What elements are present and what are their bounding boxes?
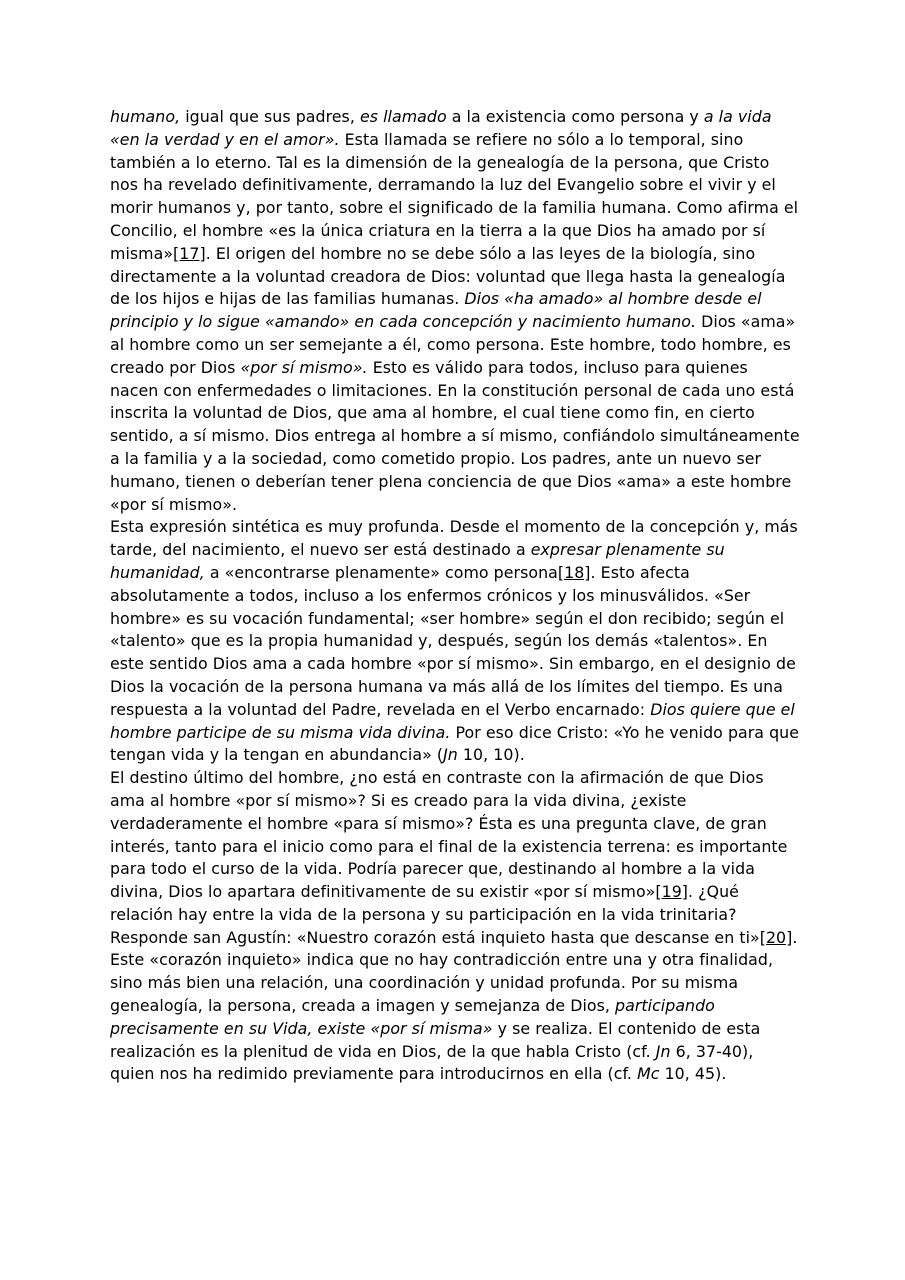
footnote-link-18[interactable]: [18] — [557, 562, 591, 582]
text-run: igual que sus padres, — [180, 107, 360, 126]
text-run: Mc — [637, 1064, 660, 1084]
text-run: a la existencia como persona y — [446, 107, 704, 126]
footnote-link-19[interactable]: [19] — [655, 882, 689, 902]
text-run: . El origen del hombre no se debe sólo a las leyes de la biología, sino directamente a la voluntad creadora de Dios: voluntad que llega hasta la genealogía de los hijos e hijas de las familias humanas. — [110, 243, 786, 309]
text-run: 10, 10). — [457, 745, 525, 765]
text-run: participando precisamente en su Vida, existe «por sí misma» — [110, 996, 715, 1038]
paragraph-1 — [110, 106, 800, 516]
text-run: Esta llamada se refiere no sólo a lo temporal, sino también a lo eterno. Tal es la dimensión de la genealogía de la persona, que Cristo nos ha revelado definitivamente, derramando la luz del Evangelio sobre el vivir y el morir humanos y, por tanto, sobre el significado de la familia humana. Como afirma el Concilio, el hombre «es la única criatura en la tierra a la que Dios ha amado por sí misma» — [110, 129, 799, 263]
text-run: Dios «ha amado» al hombre desde el principio y lo sigue «amando» en cada concepción y nacimiento humano. — [110, 289, 762, 332]
footnote-link-20[interactable]: [20] — [759, 927, 793, 947]
text-run: y se realiza. El contenido de esta realización es la plenitud de vida en Dios, de la que habla Cristo (cf. — [110, 1018, 761, 1061]
text-run: . Esto afecta absolutamente a todos, incluso a los enfermos crónicos y los minusválidos. «Ser hombre» es su vocación fundamental; «ser hombre» según el don recibido; según el «talento» que es la propia humanidad y, después, según los demás «talentos». En este sentido Dios ama a cada hombre «por sí mismo». Sin embargo, en el designio de Dios la vocación de la persona humana va más allá de los límites del tiempo. Es una respuesta a la voluntad del Padre, revelada en el Verbo encarnado: — [110, 562, 796, 719]
text-run: humano, — [110, 107, 181, 126]
text-run: 6, 37-40), quien nos ha redimido previamente para introducirnos en ella (cf. — [110, 1041, 754, 1084]
text-run: es llamado — [359, 107, 447, 126]
text-run: El destino último del hombre, ¿no está en contraste con la afirmación de que Dios ama al hombre «por sí mismo»? Si es creado para la vida divina, ¿existe verdaderamente el hombre «para sí mismo»? Ésta es una pregunta clave, de gran interés, tanto para el inicio como para el final de la existencia terrena: es importante para todo el curso de la vida. Podría parecer que, destinando al hombre a la vida divina, Dios lo apartara definitivamente de su existir «por sí mismo» — [110, 768, 788, 902]
text-run: expresar plenamente su humanidad, — [110, 540, 725, 582]
text-run: Esto es válido para todos, incluso para quienes nacen con enfermedades o limitaciones. En la constitución personal de cada uno está inscrita la voluntad de Dios, que ama al hombre, el cual tiene como fin, en cierto sentido, a sí mismo. Dios entrega al hombre a sí mismo, confiándolo simultáneamente a la familia y a la sociedad, como cometido propio. Los padres, ante un nuevo ser humano, tienen o deberían tener plena conciencia de que Dios «ama» a este hombre «por sí mismo». — [110, 357, 800, 514]
text-run: Dios «ama» al hombre como un ser semejante a él, como persona. Este hombre, todo hombre, es creado por Dios — [110, 312, 796, 377]
text-run: a la vida «en la verdad y en el amor». — [110, 107, 772, 149]
document-page — [110, 106, 800, 1086]
paragraph-3 — [110, 767, 800, 1086]
footnote-link-17[interactable]: [17] — [173, 243, 206, 263]
text-run: Jn — [655, 1041, 671, 1061]
text-run: . Este «corazón inquieto» indica que no hay contradicción entre una y otra finalidad, sino más bien una relación, una coordinación y unidad profunda. Por su misma genealogía, la persona, creada a imagen y semejanza de Dios, — [110, 927, 798, 1016]
text-run: 10, 45). — [659, 1064, 727, 1084]
text-run: Esta expresión sintética es muy profunda. Desde el momento de la concepción y, más tarde, del nacimiento, el nuevo ser está destinado a — [110, 517, 798, 560]
text-run: Por eso dice Cristo: «Yo he venido para que tengan vida y la tengan en abundancia» ( — [110, 722, 800, 765]
paragraph-2 — [110, 516, 800, 767]
text-run: «por sí mismo». — [240, 357, 368, 377]
text-run: . ¿Qué relación hay entre la vida de la persona y su participación en la vida trinitaria? Responde san Agustín: «Nuestro corazón está inquieto hasta que descanse en ti» — [110, 882, 760, 947]
text-run: Dios quiere que el hombre participe de su misma vida divina. — [110, 699, 795, 742]
text-run: a «encontrarse plenamente» como persona — [204, 562, 558, 582]
text-run: Jn — [443, 745, 458, 765]
